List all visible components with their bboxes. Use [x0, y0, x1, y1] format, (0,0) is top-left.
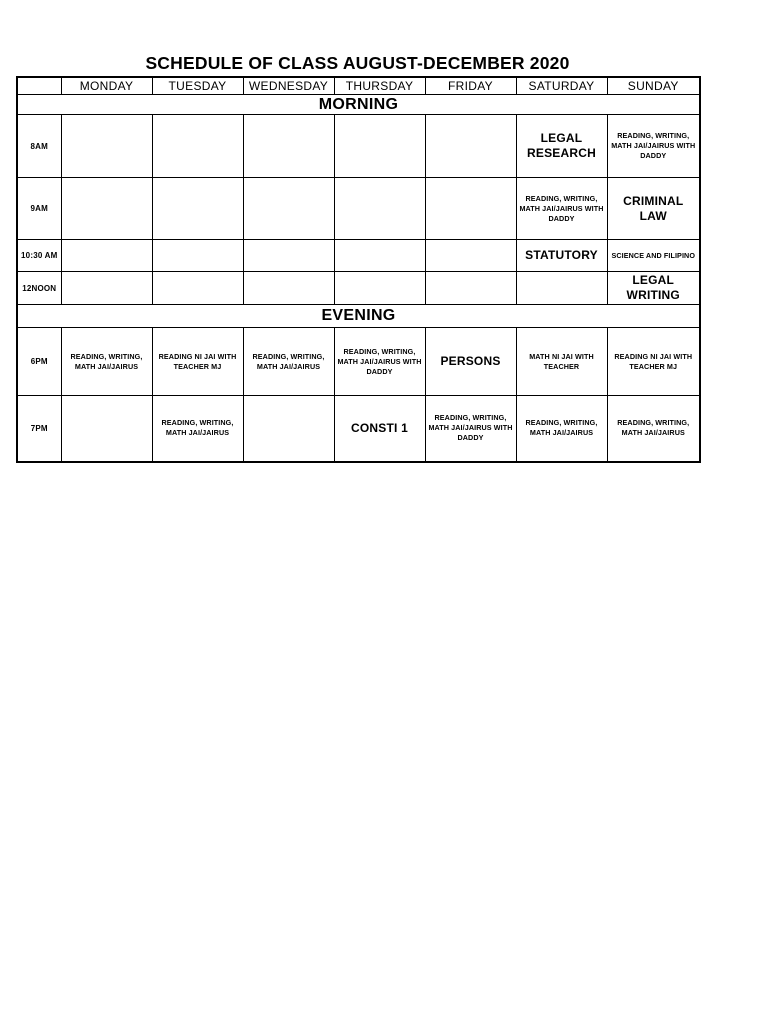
schedule-cell: [61, 396, 152, 462]
schedule-table: [16, 76, 701, 463]
schedule-cell: READING NI JAI WITH TEACHER MJ: [152, 328, 243, 396]
schedule-cell: [243, 240, 334, 272]
corner-cell: [17, 77, 61, 95]
time-label: 9AM: [17, 178, 61, 240]
time-label: 12NOON: [17, 272, 61, 305]
table-row: [17, 272, 700, 305]
schedule-cell: [152, 240, 243, 272]
schedule-cell: [516, 272, 607, 305]
schedule-cell: [334, 272, 425, 305]
section-row-evening: [17, 305, 700, 328]
day-header-friday: FRIDAY: [425, 77, 516, 95]
time-label: 8AM: [17, 115, 61, 178]
day-header-sunday: SUNDAY: [607, 77, 700, 95]
time-label: 6PM: [17, 328, 61, 396]
schedule-cell: CONSTI 1: [334, 396, 425, 462]
schedule-cell: [61, 115, 152, 178]
schedule-cell: [61, 178, 152, 240]
schedule-cell: LEGAL WRITING: [607, 272, 700, 305]
schedule-cell: [425, 240, 516, 272]
schedule-cell: [425, 178, 516, 240]
schedule-cell: MATH NI JAI WITH TEACHER: [516, 328, 607, 396]
schedule-cell: READING, WRITING, MATH JAI/JAIRUS: [152, 396, 243, 462]
time-label: 10:30 AM: [17, 240, 61, 272]
schedule-cell: [152, 272, 243, 305]
schedule-cell: READING, WRITING, MATH JAI/JAIRUS WITH DADDY: [425, 396, 516, 462]
schedule-cell: PERSONS: [425, 328, 516, 396]
day-header-wednesday: WEDNESDAY: [243, 77, 334, 95]
schedule-cell: [334, 240, 425, 272]
time-label: 7PM: [17, 396, 61, 462]
table-row: [17, 328, 700, 396]
section-label-evening: EVENING: [17, 305, 700, 328]
schedule-cell: [61, 240, 152, 272]
schedule-cell: CRIMINAL LAW: [607, 178, 700, 240]
schedule-cell: READING, WRITING, MATH JAI/JAIRUS: [516, 396, 607, 462]
day-header-monday: MONDAY: [61, 77, 152, 95]
table-row: [17, 178, 700, 240]
schedule-cell: [243, 178, 334, 240]
schedule-cell: SCIENCE AND FILIPINO: [607, 240, 700, 272]
schedule-cell: [243, 272, 334, 305]
table-row: [17, 115, 700, 178]
schedule-cell: STATUTORY: [516, 240, 607, 272]
schedule-cell: [243, 396, 334, 462]
section-row-morning: [17, 95, 700, 115]
schedule-cell: READING, WRITING, MATH JAI/JAIRUS: [61, 328, 152, 396]
schedule-cell: [334, 178, 425, 240]
schedule-cell: [425, 115, 516, 178]
day-header-saturday: SATURDAY: [516, 77, 607, 95]
schedule-cell: [243, 115, 334, 178]
schedule-cell: READING, WRITING, MATH JAI/JAIRUS WITH DADDY: [516, 178, 607, 240]
schedule-cell: LEGAL RESEARCH: [516, 115, 607, 178]
schedule-cell: READING NI JAI WITH TEACHER MJ: [607, 328, 700, 396]
schedule-cell: [152, 178, 243, 240]
day-header-thursday: THURSDAY: [334, 77, 425, 95]
schedule-cell: [152, 115, 243, 178]
schedule-cell: READING, WRITING, MATH JAI/JAIRUS: [243, 328, 334, 396]
document-title: SCHEDULE OF CLASS AUGUST-DECEMBER 2020: [145, 53, 570, 73]
schedule-cell: READING, WRITING, MATH JAI/JAIRUS WITH DADDY: [334, 328, 425, 396]
table-row: [17, 396, 700, 462]
section-label-morning: MORNING: [17, 95, 700, 115]
schedule-cell: [334, 115, 425, 178]
day-header-row: [17, 77, 700, 95]
schedule-cell: [61, 272, 152, 305]
day-header-tuesday: TUESDAY: [152, 77, 243, 95]
schedule-cell: READING, WRITING, MATH JAI/JAIRUS: [607, 396, 700, 462]
table-row: [17, 240, 700, 272]
schedule-cell: [425, 272, 516, 305]
schedule-cell: READING, WRITING, MATH JAI/JAIRUS WITH DADDY: [607, 115, 700, 178]
